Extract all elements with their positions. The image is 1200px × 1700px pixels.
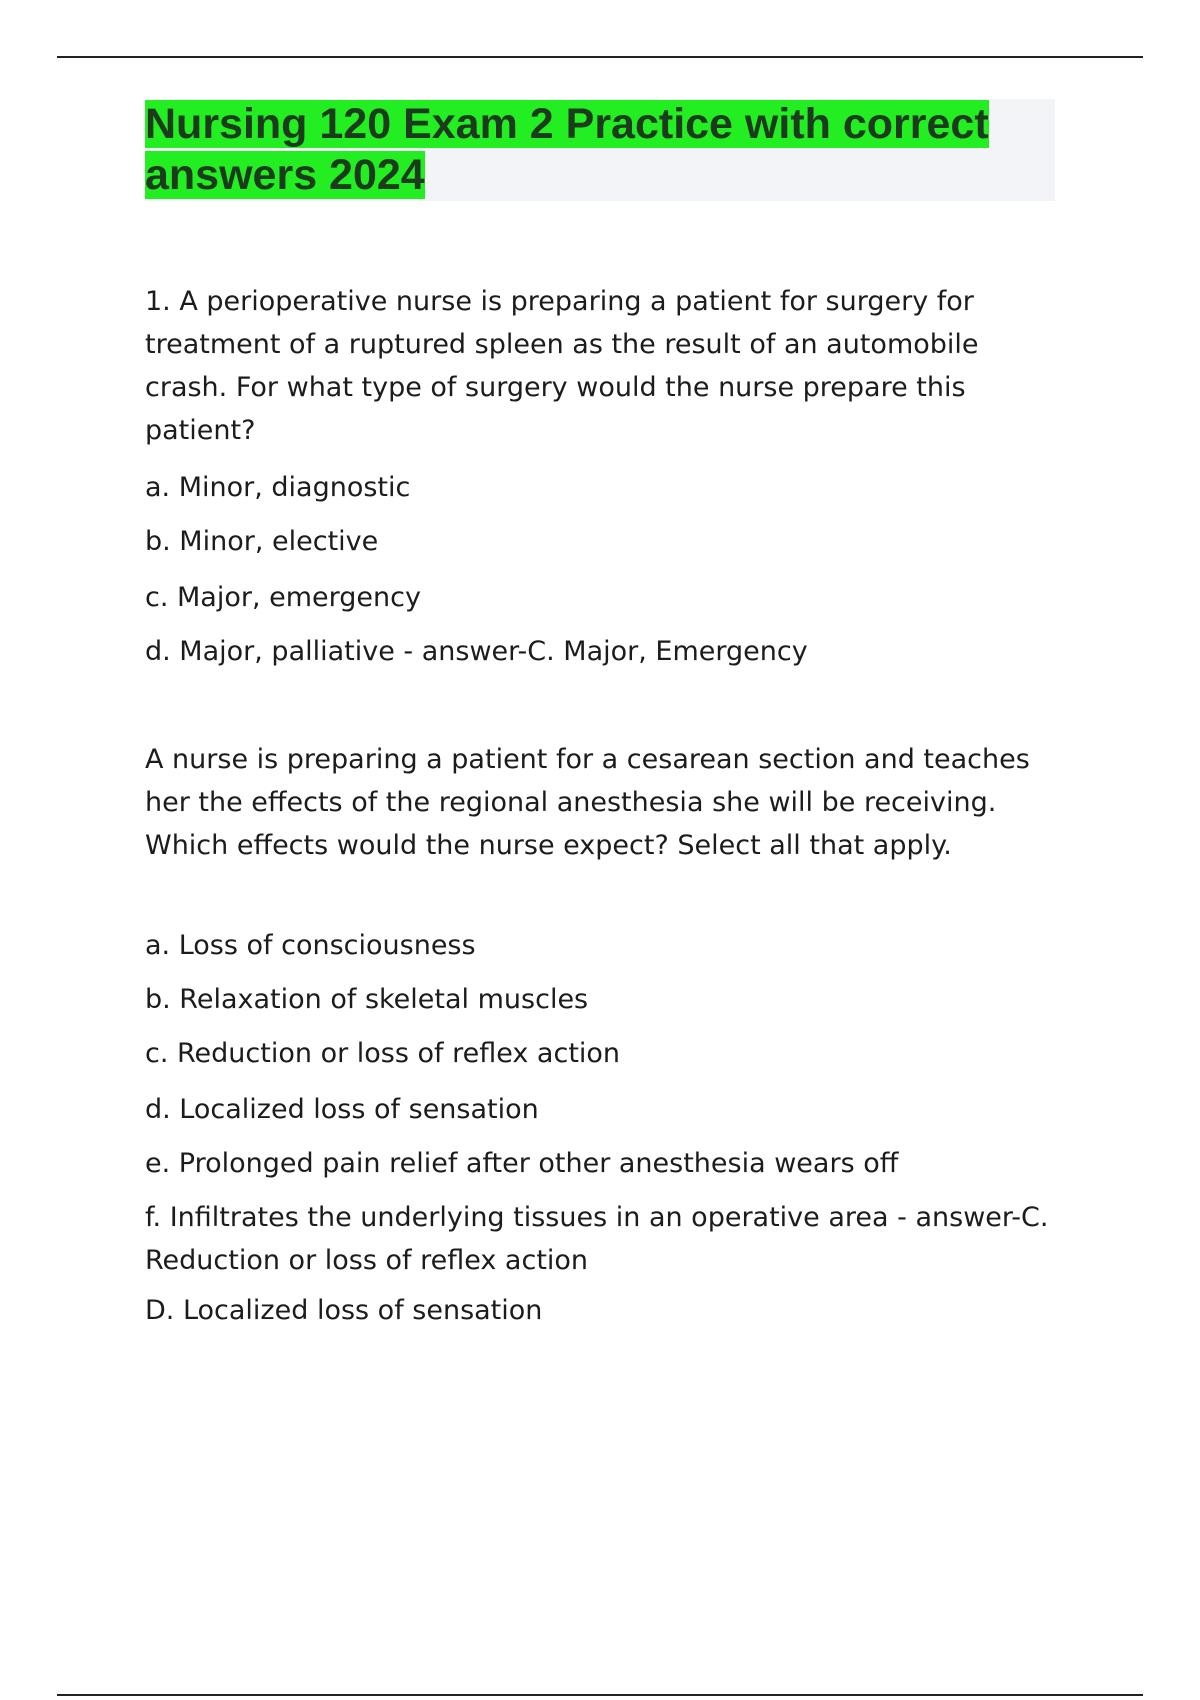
option-item: b. Minor, elective — [145, 526, 379, 557]
option-item: d. Major, palliative - answer-C. Major, Emergency — [145, 636, 808, 667]
question-2-text: A nurse is preparing a patient for a cesarean section and teaches her the effects of the regional anesthesia she will be receiving. Which effects would the nurse expect? Select all that apply. — [145, 744, 1030, 861]
option-item: f. Infiltrates the underlying tissues in an operative area - answer-C. Reduction or loss of reflex action — [145, 1202, 1049, 1276]
question-1-text: 1. A perioperative nurse is preparing a patient for surgery for treatment of a ruptured spleen as the result of an automobile crash. For what type of surgery would the nurse prepare this patient? — [145, 286, 979, 446]
footer-rule — [57, 1694, 1143, 1696]
option-item: c. Major, emergency — [145, 582, 421, 613]
option-item: a. Loss of consciousness — [145, 930, 476, 961]
title-highlight: Nursing 120 Exam 2 Practice with correct answers 2024 — [145, 100, 989, 199]
document-title — [145, 99, 1055, 201]
option-item: D. Localized loss of sensation — [145, 1295, 543, 1326]
header-rule — [57, 56, 1143, 58]
option-item: d. Localized loss of sensation — [145, 1094, 539, 1125]
option-item: c. Reduction or loss of reflex action — [145, 1038, 621, 1069]
option-item: b. Relaxation of skeletal muscles — [145, 984, 589, 1015]
option-item: e. Prolonged pain relief after other anesthesia wears off — [145, 1148, 899, 1179]
title-block — [145, 99, 1055, 201]
option-item: a. Minor, diagnostic — [145, 472, 411, 503]
